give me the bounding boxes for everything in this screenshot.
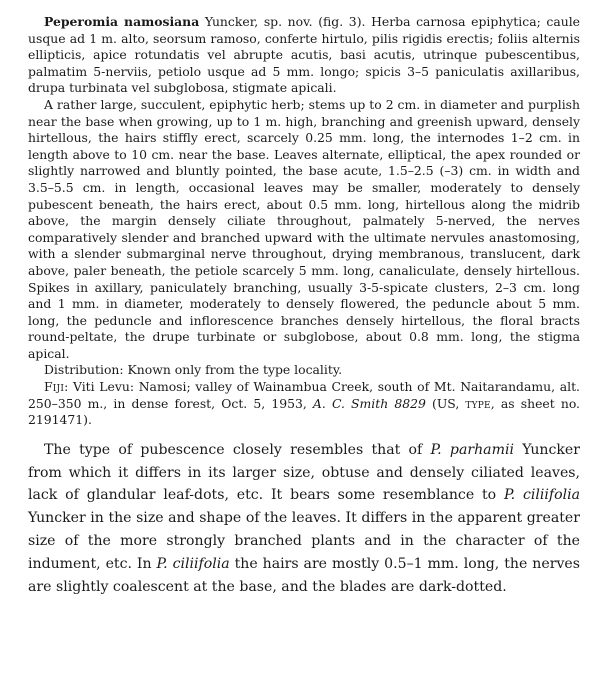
distribution: Distribution: Known only from the type locality.: [44, 362, 343, 378]
species-treatment: [28, 14, 580, 429]
remarks-paragraph: The type of pubescence closely resembles that of P. parhamii Yuncker from which it differs in its larger size, obtuse and densely ciliated leaves, lack of glandular leaf-dots, etc. It bears some resemblance to P. ciliifolia Yuncker in the size and shape of the leaves. It differs in the apparent greater size of the more strongly branched plants and in the character of the indument, etc. In P. ciliifolia the hairs are mostly 0.5–1 mm. long, the nerves are slightly coalescent at the base, and the blades are dark-dotted.: [28, 441, 580, 595]
species-ref: P. parhamii: [430, 441, 514, 458]
species-ref: P. ciliifolia: [504, 487, 580, 504]
specimen-region: Fiji: [44, 379, 65, 395]
species-ref: P. ciliifolia: [156, 555, 230, 572]
latin-diagnosis: [28, 14, 580, 97]
specimen-collector: A. C. Smith 8829: [312, 395, 426, 411]
remarks-section: [28, 439, 580, 599]
latin-diagnosis-text: Yuncker, sp. nov. (fig. 3). Herba carnosa epiphytica; caule usque ad 1 m. alto, seorsum ramoso, conferte hirtulo, pilis rigidis erectis; foliis alternis ellipticis, apice rotundatis vel abrupte acutis, basi acutis, utrinque pubescentibus, palmatim 5-nerviis, petiolo usque ad 5 mm. longo; spicis 3–5 paniculatis axillaribus, drupa turbinata vel subglobosa, stigmate apicali.: [28, 14, 580, 96]
species-name: Peperomia namosiana: [44, 14, 200, 29]
english-description: A rather large, succulent, epiphytic herb; stems up to 2 cm. in diameter and purplish near the base when growing, up to 1 m. high, branching and greenish upward, densely hirtellous, the hairs stiffly erect, scarcely 0.25 mm. long, the internodes 1–2 cm. in length above to 10 cm. near the base. Leaves alternate, elliptical, the apex rounded or slightly narrowed and bluntly pointed, the base acute, 1.5–2.5 (–3) cm. in width and 3.5–5.5 cm. in length, occasional leaves may be smaller, moderately to densely pubescent beneath, the hairs erect, about 0.5 mm. long, hirtellous along the midrib above, the margin densely ciliate throughout, palmately 5-nerved, the nerves comparatively slender and branched upward with the ultimate nervules anastomosing, with a slender submarginal nerve throughout, drying membranous, translucent, dark above, paler beneath, the petiole scarcely 5 mm. long, canaliculate, densely hirtellous. Spikes in axillary, paniculately branching, usually 3-5-spicate clusters, 2–3 cm. long and 1 mm. in diameter, moderately to densely flowered, the peduncle about 5 mm. long, the peduncle and inflorescence branches densely hirtellous, the floral bracts round-peltate, the drupe turbinate or subglobose, about 0.8 mm. long, the stigma apical.: [28, 96, 580, 361]
specimen-citation: Fiji: Viti Levu: Namosi; valley of Wainambua Creek, south of Mt. Naitarandamu, alt. 250–350 m., in dense forest, Oct. 5, 1953, A. C. Smith 8829 (US, type, as sheet no. 2191471).: [28, 379, 580, 428]
type-label: type: [465, 395, 491, 411]
